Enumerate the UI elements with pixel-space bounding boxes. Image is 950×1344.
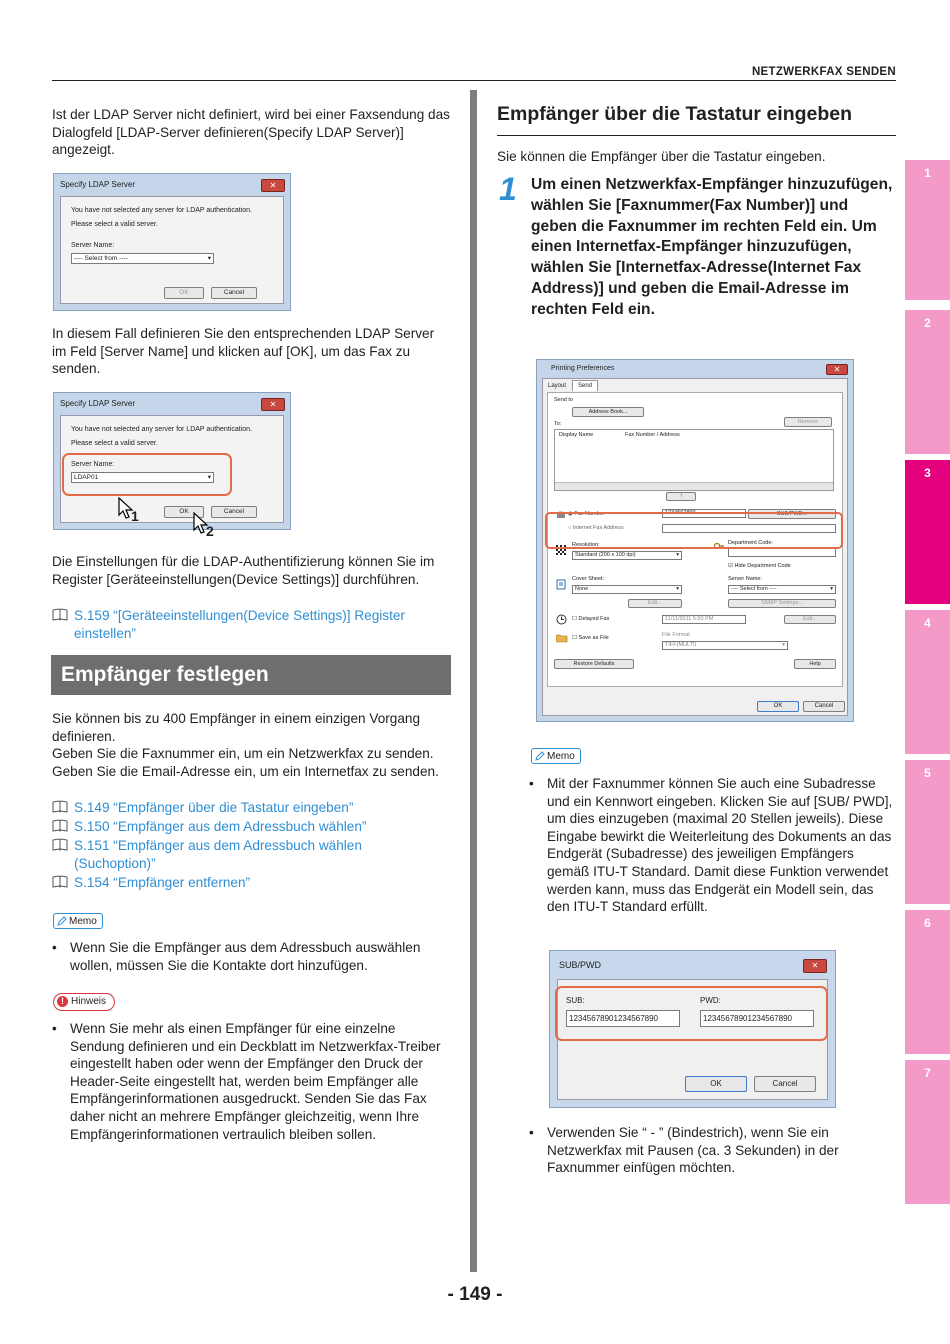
resolution-select[interactable]	[572, 551, 682, 560]
intro-paragraph: Ist der LDAP Server nicht definiert, wird bei einer Faxsendung das Dialogfeld [LDAP-Server definieren(Specify LDAP Server)] angezeigt.	[52, 107, 450, 158]
chapter-tab-5[interactable]	[905, 760, 950, 904]
dialog-message: You have not selected any server for LDAP authentication.	[71, 426, 252, 433]
bullet-dot: •	[52, 940, 57, 955]
chapter-tab-6[interactable]	[905, 910, 950, 1054]
book-icon	[52, 800, 68, 814]
bullet-dot: •	[529, 776, 534, 791]
exclamation-icon: !	[57, 996, 68, 1007]
memo-badge	[53, 913, 103, 929]
arrow-up-button[interactable]	[666, 492, 696, 501]
restore-defaults-button[interactable]: Restore Defaults	[554, 659, 634, 669]
chapter-tab-label: 2	[924, 316, 931, 330]
step-instruction: Um einen Netzwerkfax-Empfänger hinzuzufügen, wählen Sie [Faxnummer(Fax Number)] und geben die Faxnummer im rechten Feld ein. Um einen Internetfax-Empfänger hinzuzufügen, wählen Sie [Internetfax-Adresse(Internet Fax Address)] und geben die Email-Adresse im rechten Feld ein.	[531, 176, 893, 318]
dialog-title: Specify LDAP Server	[60, 399, 135, 408]
reference-text: S.150 “Empfänger aus dem Adressbuch wählen”	[74, 819, 367, 834]
pwd-label: PWD:	[700, 996, 721, 1005]
chapter-tab-3[interactable]	[905, 460, 950, 604]
ldap-dialog-1	[53, 173, 291, 311]
callout-number-1: 1	[131, 508, 139, 524]
right-intro: Sie können die Empfänger über die Tastatur eingeben.	[497, 149, 826, 164]
reference-link-address-book[interactable]	[52, 818, 452, 836]
ok-button[interactable]: OK	[164, 287, 204, 299]
server-name-value: ---- Select from ----	[74, 255, 128, 262]
sub-input[interactable]: 12345678901234567890	[566, 1010, 680, 1027]
to-label: To:	[554, 421, 562, 427]
cancel-button[interactable]: Cancel	[803, 701, 845, 712]
save-as-file-checkbox[interactable]: ☐ Save as File	[572, 635, 609, 641]
highlight-sub-pwd-fields	[555, 986, 828, 1041]
book-icon	[52, 608, 68, 622]
chevron-down-icon: ▾	[207, 474, 211, 481]
chapter-tab-label: 7	[924, 1066, 931, 1080]
bullet-dot: •	[529, 1125, 534, 1140]
delayed-fax-checkbox[interactable]: ☐ Delayed Fax	[572, 616, 610, 622]
sub-pwd-button[interactable]: SUB/PWD...	[748, 509, 836, 519]
running-header: NETZWERKFAX SENDEN	[751, 66, 896, 78]
resolution-label: Resolution:	[572, 542, 600, 548]
reference-link-remove[interactable]	[52, 874, 452, 892]
file-format-select[interactable]	[662, 641, 788, 650]
horizontal-scrollbar[interactable]	[555, 482, 833, 490]
fax-number-label: Fax Number	[574, 511, 605, 517]
department-code-label: Department Code:	[728, 540, 773, 546]
bullet-dot: •	[52, 1021, 57, 1036]
save-as-file-label: Save as File	[578, 635, 609, 641]
bullet-text: Verwenden Sie “ - ” (Bindestrich), wenn Sie ein Netzwerkfax mit Pausen (ca. 3 Sekunden) in der Faxnummer einfügen möchten.	[547, 1125, 839, 1176]
memo-bullet-2	[529, 1124, 897, 1180]
bullet-text: Wenn Sie mehr als einen Empfänger für eine einzelne Sendung definieren und ein Deckblatt im Netzwerkfax-Treiber eingestellt haben oder wenn der Empfänger den Druck der Header-Seite eingestellt hat, werden beim Empfänger alle Empfängerinformationen ausgedruckt. Senden Sie das Fax daher nicht an mehrere Empfänger gleichzeitig, wenn Ihre Empfängerinformationen vertraulich bleiben sollen.	[70, 1021, 441, 1142]
server-name-value: LDAP01	[74, 474, 99, 481]
pencil-icon	[535, 751, 545, 761]
book-icon	[52, 875, 68, 889]
sub-label: SUB:	[566, 996, 585, 1005]
chevron-down-icon: ▾	[830, 586, 833, 592]
chapter-tab-7[interactable]	[905, 1060, 950, 1204]
column-fax-number[interactable]: Fax Number / Address	[625, 432, 680, 438]
server-name-select[interactable]	[71, 253, 214, 264]
cancel-button[interactable]: Cancel	[754, 1076, 816, 1092]
paragraph-3: Die Einstellungen für die LDAP-Authentifizierung können Sie im Register [Geräteeinstellungen(Device Settings)] durchführen.	[52, 554, 435, 587]
dialog-message-2: Please select a valid server.	[71, 440, 158, 447]
column-divider	[470, 90, 477, 1272]
bullet-text: Mit der Faxnummer können Sie auch eine Subadresse und ein Kennwort eingeben. Klicken Sie auf [SUB/ PWD], um dies einzugeben (maximal 20 Stellen jeweils). Diese Eingabe bewirkt die Weiterleitung des Dokuments an das Endgerät (Subadresse) des jeweiligen Empfängers gemäß ITU-T Standard. Damit diese Funktion verwendet werden kann, muss das Endgerät ein Modell sein, das den ITU-T Standard erfüllt.	[547, 776, 893, 915]
reference-text: S.149 “Empfänger über die Tastatur eingeben”	[74, 800, 354, 815]
page-number: - 149 -	[447, 1284, 503, 1305]
close-icon[interactable]: ✕	[261, 179, 285, 192]
cancel-button[interactable]: Cancel	[211, 287, 257, 299]
ok-button[interactable]: OK	[685, 1076, 747, 1092]
chevron-down-icon: ▾	[782, 642, 785, 648]
dialog-body	[60, 196, 284, 304]
help-button[interactable]: Help	[794, 659, 836, 669]
ok-button[interactable]: OK	[757, 701, 799, 712]
resolution-value: Standard (200 x 100 dpi)	[575, 552, 636, 558]
book-icon	[52, 838, 68, 852]
dialog-title: SUB/PWD	[559, 960, 602, 970]
bullet-text: Wenn Sie die Empfänger aus dem Adressbuch auswählen wollen, müssen Sie die Kontakte dort hinzufügen.	[70, 940, 421, 973]
cancel-button[interactable]: Cancel	[211, 506, 257, 518]
heading-rule	[497, 135, 896, 136]
server-name-label: Server Name:	[71, 242, 115, 249]
cover-sheet-label: Cover Sheet:	[572, 576, 605, 582]
reference-text: S.154 “Empfänger entfernen”	[74, 875, 251, 890]
chapter-tab-label: 3	[924, 466, 931, 480]
paragraph-4: Sie können bis zu 400 Empfänger in einem einzigen Vorgang definieren.	[52, 711, 421, 744]
column-display-name[interactable]: Display Name	[559, 432, 594, 438]
delayed-fax-input[interactable]: 11/11/2011 5:50 PM	[662, 615, 746, 624]
book-icon	[52, 819, 68, 833]
ok-button[interactable]: OK	[164, 506, 204, 518]
delayed-fax-label: Delayed Fax	[578, 616, 610, 622]
cover-sheet-value: None	[575, 586, 589, 592]
close-icon[interactable]: ✕	[803, 959, 827, 973]
header-rule	[52, 80, 896, 81]
close-icon[interactable]: ✕	[261, 398, 285, 411]
reference-text: S.151 “Empfänger aus dem Adressbuch wählen	[74, 838, 362, 853]
reference-link-device-settings[interactable]	[52, 607, 452, 645]
pwd-input[interactable]: 12345678901234567890	[700, 1010, 814, 1027]
chapter-tab-label: 6	[924, 916, 931, 930]
server-name-label: Server Name:	[728, 576, 762, 582]
reference-text: S.159 “[Geräteeinstellungen(Device Settings)] Register	[74, 608, 405, 623]
fax-number-radio[interactable]: ◉ Fax Number	[568, 511, 605, 517]
dialog-message: You have not selected any server for LDAP authentication.	[71, 207, 252, 214]
chevron-down-icon: ▾	[676, 552, 679, 558]
step-number: 1	[499, 171, 517, 207]
memo-bullet	[52, 939, 452, 975]
address-book-button[interactable]: Address Book...	[572, 407, 644, 417]
chapter-tab-label: 5	[924, 766, 931, 780]
memo-bullet	[529, 775, 897, 935]
clock-icon	[556, 614, 567, 625]
hinweis-label: Hinweis	[71, 996, 107, 1007]
pencil-icon	[57, 916, 67, 926]
server-name-select[interactable]	[728, 585, 836, 594]
memo-label: Memo	[547, 751, 575, 762]
hinweis-bullet	[52, 1020, 452, 1162]
internet-fax-label: Internet Fax Address	[572, 525, 624, 531]
reference-link-keyboard[interactable]	[52, 799, 452, 817]
department-code-input[interactable]	[728, 548, 836, 557]
section-title-bar: Empfänger festlegen	[51, 655, 451, 695]
chapter-tab-1[interactable]	[905, 160, 950, 300]
paragraph-2: In diesem Fall definieren Sie den entsprechenden LDAP Server im Feld [Server Name] und klicken auf [OK], um das Fax zu senden.	[52, 326, 435, 377]
highlight-fax-fields	[545, 512, 843, 549]
fax-number-input[interactable]: 1234567890	[662, 509, 746, 518]
chapter-tab-label: 4	[924, 616, 931, 630]
reference-text: einstellen”	[74, 626, 136, 641]
dialog-message-2: Please select a valid server.	[71, 221, 158, 228]
send-to-label: Send to	[554, 397, 573, 403]
chevron-down-icon: ▾	[207, 255, 211, 262]
internet-fax-radio[interactable]: ○ Internet Fax Address	[568, 525, 624, 531]
paragraph-5: Geben Sie die Faxnummer ein, um ein Netzwerkfax zu senden. Geben Sie die Email-Adresse ein, um ein Internetfax zu senden.	[52, 746, 439, 779]
server-name-value: ---- Select from ----	[731, 586, 777, 592]
tab-layout[interactable]: Layout	[548, 383, 567, 389]
file-format-label: File Format	[662, 632, 690, 638]
chapter-tab-label: 1	[924, 166, 931, 180]
cover-sheet-icon	[556, 579, 566, 590]
memo-label: Memo	[69, 916, 97, 927]
callout-number-2: 2	[206, 523, 214, 539]
dialog-title: Specify LDAP Server	[60, 180, 135, 189]
edit-cover-button[interactable]: Edit...	[628, 599, 682, 608]
dialog-title: Printing Preferences	[551, 365, 615, 372]
folder-icon	[556, 633, 568, 643]
arrow-up-icon: ↑	[679, 493, 683, 499]
memo-badge	[531, 748, 581, 764]
reference-link-search-option[interactable]	[52, 837, 452, 874]
section-heading: Empfänger über die Tastatur eingeben	[497, 103, 853, 125]
server-name-label: Server Name:	[71, 461, 115, 468]
hide-department-label: Hide Department Code	[734, 563, 791, 569]
chapter-tab-4[interactable]	[905, 610, 950, 754]
snmp-settings-button[interactable]: SNMP Settings...	[728, 599, 836, 608]
reference-text: (Suchoption)”	[74, 856, 156, 871]
edit-delayed-button[interactable]: Edit...	[784, 615, 836, 624]
chevron-down-icon: ▾	[676, 586, 679, 592]
highlight-server-field	[62, 453, 232, 496]
hide-department-checkbox[interactable]: ☑ Hide Department Code	[728, 563, 791, 569]
cover-sheet-select[interactable]	[572, 585, 682, 594]
hinweis-badge	[53, 993, 115, 1011]
file-format-value: TIFF(MULTI)	[665, 642, 697, 648]
chapter-tab-2[interactable]	[905, 310, 950, 454]
tab-send[interactable]: Send	[572, 380, 598, 391]
recipient-list[interactable]	[554, 429, 834, 491]
remove-button[interactable]: Remove	[784, 417, 832, 427]
close-icon[interactable]: ✕	[826, 364, 848, 375]
